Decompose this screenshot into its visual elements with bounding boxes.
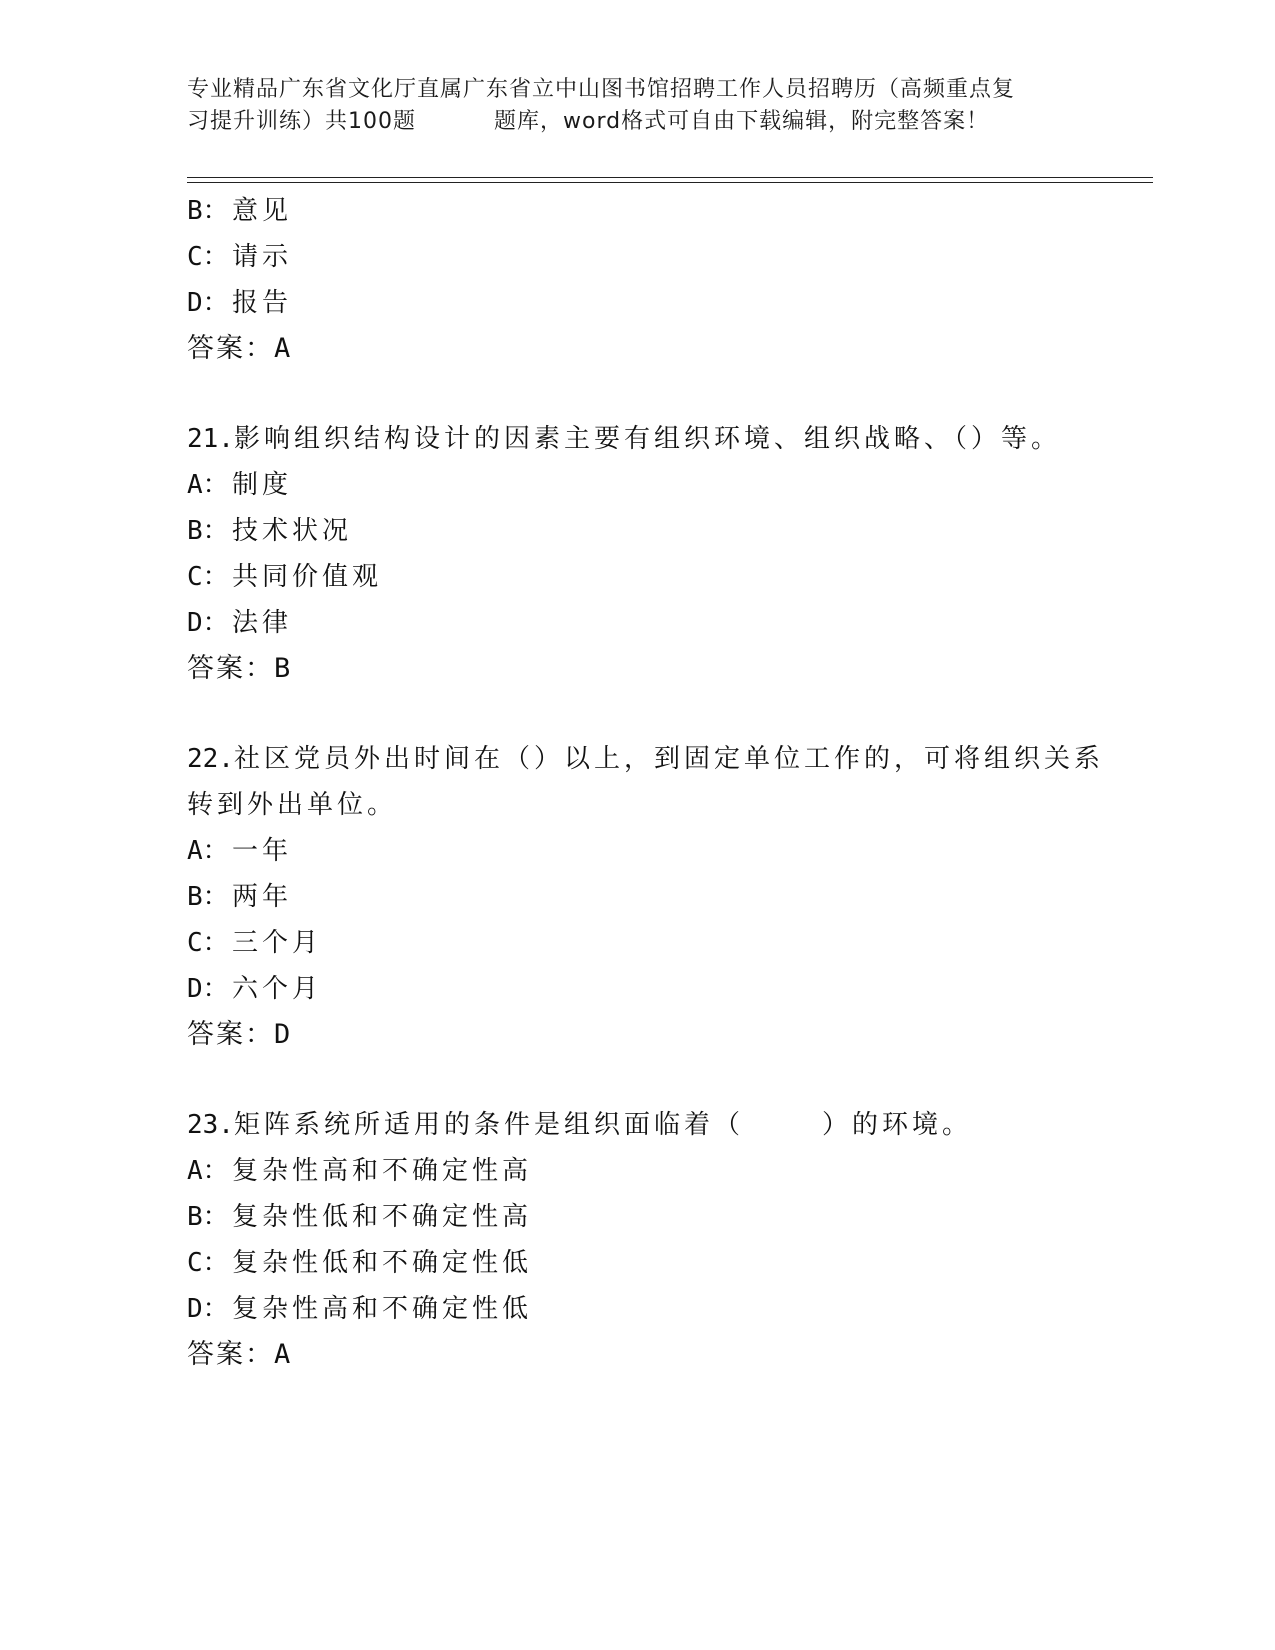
answer-line: 答案：D [187,1019,291,1050]
question-23 [187,1102,1087,1378]
header-title-line-2 [187,106,1087,138]
option-c: C： 共同价值观 [187,562,383,592]
option-d: D： 法律 [187,608,293,638]
header-divider-bottom [187,182,1153,183]
question-stem: 22.社区党员外出时间在（）以上，到固定单位工作的，可将组织关系 [187,744,1104,774]
option-b: B： 两年 [187,882,293,912]
question-number: 23. [187,1110,234,1140]
header-title-line-1: 专业精品广东省文化厅直属广东省立中山图书馆招聘工作人员招聘历（高频重点复 [187,77,1016,102]
answer-value: D [274,1019,291,1050]
header-title-line-2b: 题库，word格式可自由下载编辑，附完整答案！ [494,109,990,134]
question-stem: 23.矩阵系统所适用的条件是组织面临着（ ）的环境。 [187,1110,972,1140]
option-a: A： 一年 [187,836,293,866]
option-c: C： 复杂性低和不确定性低 [187,1248,533,1278]
question-list [187,188,1104,1378]
option-c: C： 三个月 [187,928,323,958]
question-21 [187,416,1087,692]
option-b: B： 意见 [187,196,293,226]
answer-value: A [274,333,291,364]
header-title-line-2a: 习提升训练）共100题 [187,109,416,134]
answer-line: 答案：A [187,333,291,364]
answer-value: A [274,1339,291,1370]
option-b: B： 复杂性低和不确定性高 [187,1202,533,1232]
option-a: A： 制度 [187,470,293,500]
question-22 [187,736,1104,1058]
answer-value: B [274,653,291,684]
option-d: D： 报告 [187,288,293,318]
answer-line: 答案：B [187,653,291,684]
page-header [187,74,1087,138]
question-stem-continued: 转到外出单位。 [187,790,398,820]
question-number: 22. [187,744,234,774]
option-d: D： 六个月 [187,974,323,1004]
option-b: B： 技术状况 [187,516,353,546]
answer-line: 答案：A [187,1339,291,1370]
header-divider-top [187,177,1153,178]
prev-question-block [187,188,1087,372]
question-stem: 21.影响组织结构设计的因素主要有组织环境、组织战略、（）等。 [187,424,1061,454]
option-c: C： 请示 [187,242,293,272]
option-d: D： 复杂性高和不确定性低 [187,1294,533,1324]
question-number: 21. [187,424,234,454]
option-a: A： 复杂性高和不确定性高 [187,1156,533,1186]
